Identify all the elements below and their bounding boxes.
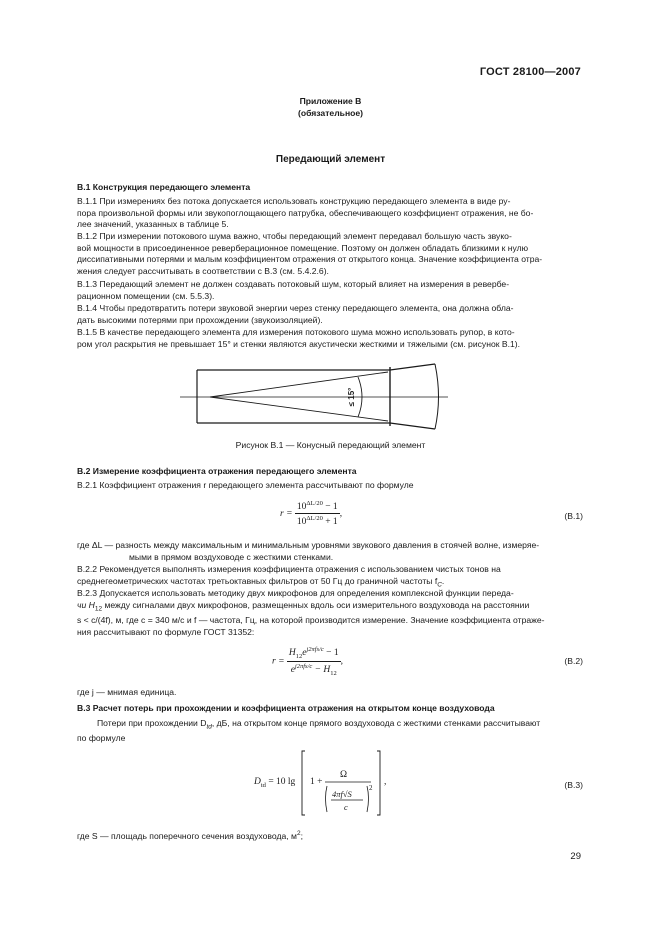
eq1-den-exp: ΔL/20 — [306, 515, 323, 523]
eq3-lhs — [254, 777, 295, 789]
eq2-den-h-sub: 12 — [330, 670, 337, 678]
eq3-power: 2 — [369, 784, 373, 792]
text-line: В.2.3 Допускается использовать методику двух микрофонов для определения комплексной функции переда- — [77, 588, 514, 598]
text-line: диссипативными потерями и малым коэффициентом отражения от открытого конца. Значение коэффициента отра- — [77, 254, 543, 265]
where-b3 — [77, 828, 583, 842]
annex-status: (обязательное) — [297, 108, 364, 118]
text-line: где ΔL — разность между максимальным и минимальным уровнями звукового давления в стоячей волне, измеряе- — [77, 540, 540, 550]
superscript: 2 — [296, 830, 301, 837]
para-b3-1 — [77, 718, 583, 745]
text-line: жения следует рассчитывать в соответствии с В.3 (см. 5.4.2.6). — [77, 265, 329, 276]
text-line: по формуле — [77, 733, 126, 744]
para-b2-1: В.2.1 Коэффициент отражения r передающего элемента рассчитывают по формуле — [77, 480, 414, 490]
eq1-num-base: 10 — [296, 502, 307, 513]
eq2-numerator — [287, 646, 341, 662]
equation-b3 — [254, 748, 394, 820]
text-span: . — [441, 575, 445, 586]
eq3-omega: Ω — [340, 770, 348, 780]
text-line — [77, 718, 583, 733]
text-line: пора произвольной формы или звукопоглощающего патрубка, обеспечивающего коэффициент отражения, не бо- — [77, 207, 534, 218]
eq1-den-tail: + 1 — [322, 517, 338, 528]
equation-b1-number: (В.1) — [564, 511, 583, 521]
eq2-num-e: e — [302, 648, 307, 659]
text-span: ; — [300, 830, 303, 841]
eq2-fraction — [287, 646, 344, 678]
text-line: лее значений, указанных в таблице 5. — [77, 219, 229, 230]
eq2-lhs: r = — [272, 656, 285, 667]
equation-b3-number: (В.3) — [564, 780, 583, 790]
text-span: среднегеометрических частотах третьоктавных фильтров от 50 Гц до граничной частоты f — [77, 575, 438, 586]
text-span: где S — площадь поперечного сечения воздуховода, м — [77, 830, 297, 841]
text-line: В.1.3 Передающий элемент не должен создавать потоковый шум, который влияет на измерения в ревербе- — [77, 279, 510, 289]
equation-b2-number: (В.2) — [564, 656, 583, 666]
text-line: рационном помещении (см. 5.5.3). — [77, 290, 215, 301]
conical-element-figure — [180, 360, 450, 432]
horn-bottom-wall — [390, 423, 435, 429]
text-line: s < c/(4f), м, где c = 340 м/с и f — частота, Гц, на которой производится измерение. Значение коэффициента отраже- — [77, 614, 545, 625]
horn-mouth — [435, 364, 439, 429]
subscript: 12 — [94, 605, 103, 613]
eq3-tail: , — [384, 777, 387, 787]
eq2-denominator — [287, 662, 341, 677]
para-b2-2 — [77, 564, 583, 591]
eq1-denominator — [295, 514, 340, 527]
eq2-tail: , — [340, 656, 344, 667]
para-b1-4 — [77, 303, 583, 326]
eq3-inner-den: c — [344, 802, 348, 812]
eq1-lhs: r = — [280, 508, 293, 519]
text-span: между сигналами двух микрофонов, размещенных вдоль оси измерительного воздуховода на расстоянии — [104, 599, 530, 610]
eq2-den-e: e — [290, 665, 295, 676]
equation-b1 — [280, 500, 342, 527]
section-b2-heading: В.2 Измерение коэффициента отражения передающего элемента — [77, 466, 357, 476]
annex-title: Приложение В — [299, 96, 362, 106]
eq2-den-h: − H — [312, 665, 331, 676]
main-title: Передающий элемент — [275, 154, 386, 165]
text-line: вой мощности в присоединенное реверберационное помещение. Поэтому он должен обладать близкими к нулю — [77, 242, 529, 253]
standard-header: ГОСТ 28100—2007 — [479, 66, 581, 78]
angle-label: ≤ 15° — [347, 387, 357, 407]
text-line: В.1.4 Чтобы предотвратить потери звуковой энергии через стенку передающего элемента, она должна обла- — [77, 303, 514, 313]
cone-lower-line — [210, 397, 388, 421]
text-line: дать высокими потерями при прохождении (звукоизоляцией). — [77, 314, 323, 325]
eq1-fraction — [295, 500, 343, 528]
eq1-den-base: 10 — [296, 517, 307, 528]
cone-upper-line — [210, 372, 388, 397]
text-line: ния рассчитывают по формуле ГОСТ 31352: — [77, 626, 255, 637]
where-b2: где j — мнимая единица. — [77, 687, 177, 697]
horn-top-wall — [390, 364, 435, 370]
para-b1-2 — [77, 231, 583, 277]
page-number: 29 — [570, 851, 581, 862]
eq2-num-h: H — [288, 648, 296, 659]
text-line: В.1.2 При измерении потокового шума важно, чтобы передающий элемент передавал большую часть звуко- — [77, 231, 512, 241]
eq3-equals: = 10 lg — [265, 777, 296, 787]
eq2-num-tail: − 1 — [323, 648, 339, 659]
eq3-d-sub: td — [260, 781, 266, 789]
eq3-d: D — [254, 777, 261, 787]
section-b3-heading: В.3 Расчет потерь при прохождении и коэффициента отражения на открытом конце воздуховода — [77, 703, 495, 713]
eq3-one: 1 + — [310, 777, 323, 787]
eq1-tail: , — [339, 508, 343, 519]
where-b1 — [77, 540, 583, 563]
text-line: В.1.1 При измерениях без потока допускается использовать конструкцию передающего элемента в виде ру- — [77, 196, 511, 206]
eq2-den-e-exp: j2πfs/c — [294, 663, 313, 671]
para-b1-3 — [77, 279, 583, 302]
eq2-num-h-sub: 12 — [295, 653, 303, 661]
eq3-inner-num: 4πf√S — [332, 789, 352, 799]
eq1-num-exp: ΔL/20 — [306, 500, 323, 507]
text-span: , дБ, на открытом конце прямого воздуховода с жесткими стенками рассчитывают — [211, 718, 541, 728]
subscript: td — [206, 723, 212, 731]
text-line: ром угол раскрытия не превышает 15° и стенки являются акустически жесткими и тяжелыми (см. рисунок В.1). — [77, 338, 521, 349]
figure-caption: Рисунок В.1 — Конусный передающий элемент — [235, 440, 426, 450]
eq1-numerator — [295, 500, 340, 514]
text-span: Потери при прохождении D — [97, 718, 207, 728]
eq2-num-e-exp: j2πfs/c — [306, 646, 324, 653]
equation-b2 — [272, 646, 343, 677]
text-line: В.2.2 Рекомендуется выполнять измерения коэффициента отражения с использованием чистых тонов на — [77, 564, 501, 574]
text-line: В.1.5 В качестве передающего элемента для измерения потокового шума можно использовать рупор, в кото- — [77, 327, 515, 337]
text-span: чи H — [77, 599, 95, 610]
eq1-num-tail: − 1 — [322, 502, 338, 513]
subscript: C — [437, 581, 442, 589]
para-b2-3 — [77, 588, 583, 638]
text-line: мыми в прямом воздуховоде с жесткими стенками. — [129, 551, 334, 562]
text-line — [77, 600, 583, 615]
section-b1-heading: В.1 Конструкция передающего элемента — [77, 182, 251, 192]
para-b1-1 — [77, 196, 583, 231]
para-b1-5 — [77, 327, 583, 350]
